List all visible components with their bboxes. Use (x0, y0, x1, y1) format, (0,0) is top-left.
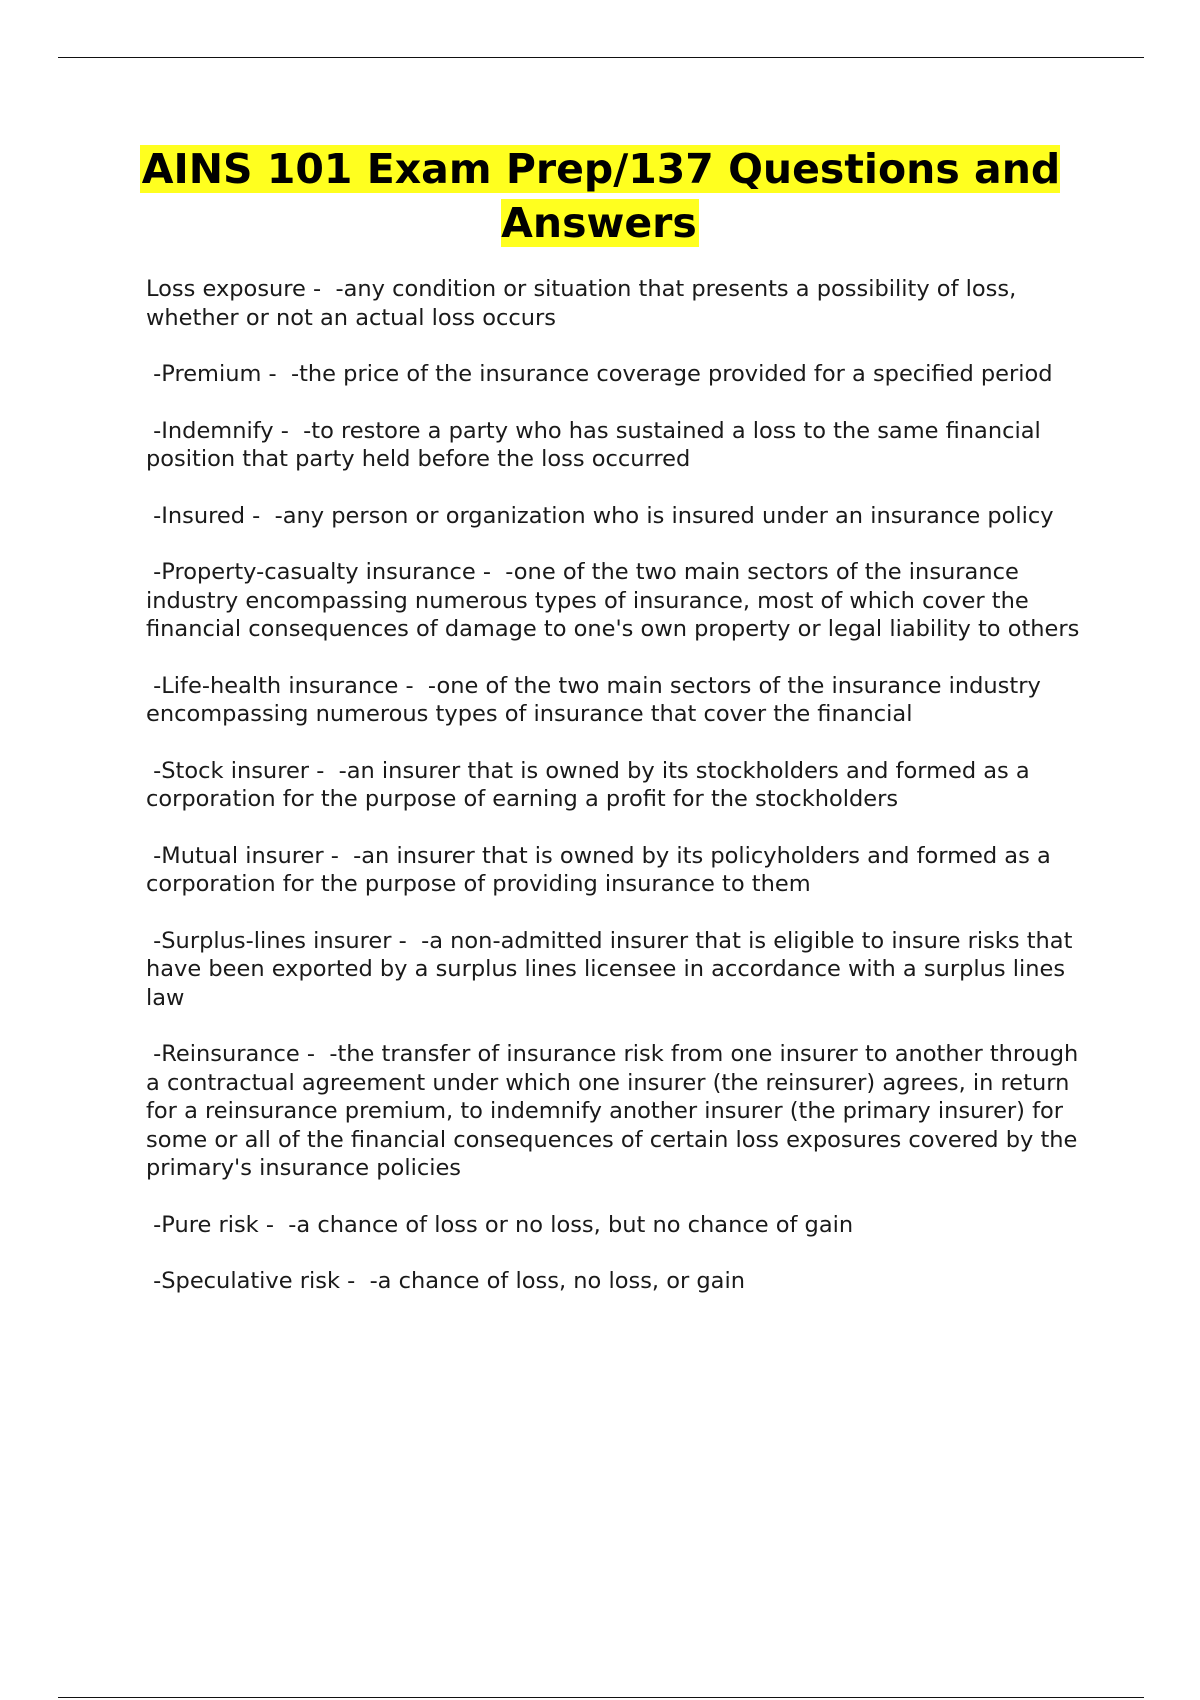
qa-entry-insured: -Insured - -any person or organization who is insured under an insurance policy (146, 502, 1054, 529)
qa-entry-speculative-risk: -Speculative risk - -a chance of loss, no loss, or gain (146, 1268, 745, 1294)
qa-entry-stock-insurer: -Stock insurer - -an insurer that is owned by its stockholders and formed as a corporation for the purpose of earning a profit for the stockholders (146, 757, 1037, 812)
qa-entry-loss-exposure: Loss exposure - -any condition or situation that presents a possibility of loss, whether or not an actual loss occurs (146, 276, 1024, 331)
qa-entry-pure-risk: -Pure risk - -a chance of loss or no loss, but no chance of gain (146, 1211, 854, 1238)
qa-entry-surplus-lines: -Surplus-lines insurer - -a non-admitted insurer that is eligible to insure risks that have been exported by a surplus lines licensee in accordance with a surplus lines law (146, 927, 1080, 1011)
page-title (80, 142, 1120, 250)
qa-entry-premium: -Premium - -the price of the insurance coverage provided for a specified period (146, 361, 1053, 387)
title-block (80, 142, 1120, 250)
qa-entry-life-health: -Life-health insurance - -one of the two main sectors of the insurance industry encompassing numerous types of insurance that cover the financial (146, 672, 1048, 727)
qa-entry-reinsurance: -Reinsurance - -the transfer of insurance risk from one insurer to another through a contractual agreement under which one insurer (the reinsurer) agrees, in return for a reinsurance premium, to indemnify another insurer (the primary insurer) for some or all of the financial consequences of certain loss exposures covered by the primary's insurance policies (146, 1041, 1086, 1181)
qa-entry-mutual-insurer: -Mutual insurer - -an insurer that is owned by its policyholders and formed as a corporation for the purpose of providing insurance to them (146, 842, 1058, 897)
qa-entry-indemnify: -Indemnify - -to restore a party who has sustained a loss to the same financial position that party held before the loss occurred (146, 417, 1048, 472)
bottom-rule (58, 1697, 1144, 1698)
title-highlight: AINS 101 Exam Prep/137 Questions and Answers (141, 145, 1061, 247)
top-rule (58, 57, 1144, 58)
qa-entry-property-casualty: -Property-casualty insurance - -one of the two main sectors of the insurance industry encompassing numerous types of insurance, most of which cover the financial consequences of damage to one's own property or legal liability to others (146, 559, 1080, 642)
qa-list (146, 275, 1096, 1324)
